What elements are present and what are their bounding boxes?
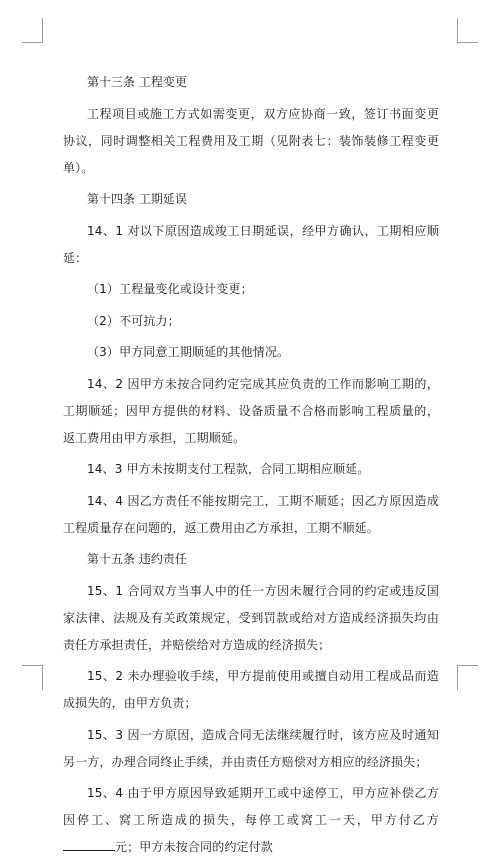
clause-15-4-text-after: 元；甲方未按合同的约定付款 (115, 840, 273, 854)
clause-14-1-item-1: （1）工程量变化或设计变更； (87, 282, 253, 296)
article-15-heading: 第十五条 违约责任 (87, 552, 187, 566)
article-14-heading: 第十四条 工期延误 (87, 192, 187, 206)
document-body (63, 69, 439, 866)
clause-15-1: 15、1 合同双方当事人中的任一方因未履行合同的约定或违反国家法律、法规及有关政策规定，受到罚款或给对方造成经济损失均由责任方承担责任，并赔偿给对方造成的经济损失； (63, 583, 439, 652)
compensation-amount-blank (63, 836, 115, 851)
crop-mark-bottom-right (457, 665, 478, 690)
clause-14-2: 14、2 因甲方未按合同约定完成其应负责的工作而影响工期的，工期顺延；因甲方提供的材料、设备质量不合格而影响工程质量的，返工费用由甲方承担，工期顺延。 (63, 376, 439, 445)
clause-14-1-item-3: （3）甲方同意工期顺延的其他情况。 (87, 345, 290, 359)
crop-mark-top-left (22, 18, 43, 43)
clause-14-1: 14、1 对以下原因造成竣工日期延误，经甲方确认，工期相应顺延： (63, 223, 439, 265)
clause-15-3: 15、3 因一方原因，造成合同无法继续履行时，该方应及时通知另一方，办理合同终止手续，并由责任方赔偿对方相应的经济损失； (63, 727, 439, 769)
clause-15-2: 15、2 未办理验收手续，甲方提前使用或擅自动用工程成品而造成损失的，由甲方负责； (63, 669, 439, 710)
article-13-body: 工程项目或施工方式如需变更，双方应协商一致，签订书面变更协议，同时调整相关工程费用及工期（见附表七：装饰装修工程变更单）。 (63, 106, 439, 175)
clause-14-4: 14、4 因乙方责任不能按期完工，工期不顺延；因乙方原因造成工程质量存在问题的，返工费用由乙方承担，工期不顺延。 (63, 493, 439, 535)
clause-14-3: 14、3 甲方未按期支付工程款，合同工期相应顺延。 (87, 462, 370, 476)
crop-mark-top-right (457, 18, 478, 43)
crop-mark-bottom-left (22, 665, 43, 690)
clause-15-4-text: 15、4 由于甲方原因导致延期开工或中途停工，甲方应补偿乙方因停工、窝工所造成的损失，每停工或窝工一天，甲方付乙方 (63, 786, 439, 827)
clause-15-4 (63, 780, 439, 861)
article-13-heading: 第十三条 工程变更 (87, 75, 187, 89)
clause-14-1-item-2: （2）不可抗力； (87, 313, 180, 328)
